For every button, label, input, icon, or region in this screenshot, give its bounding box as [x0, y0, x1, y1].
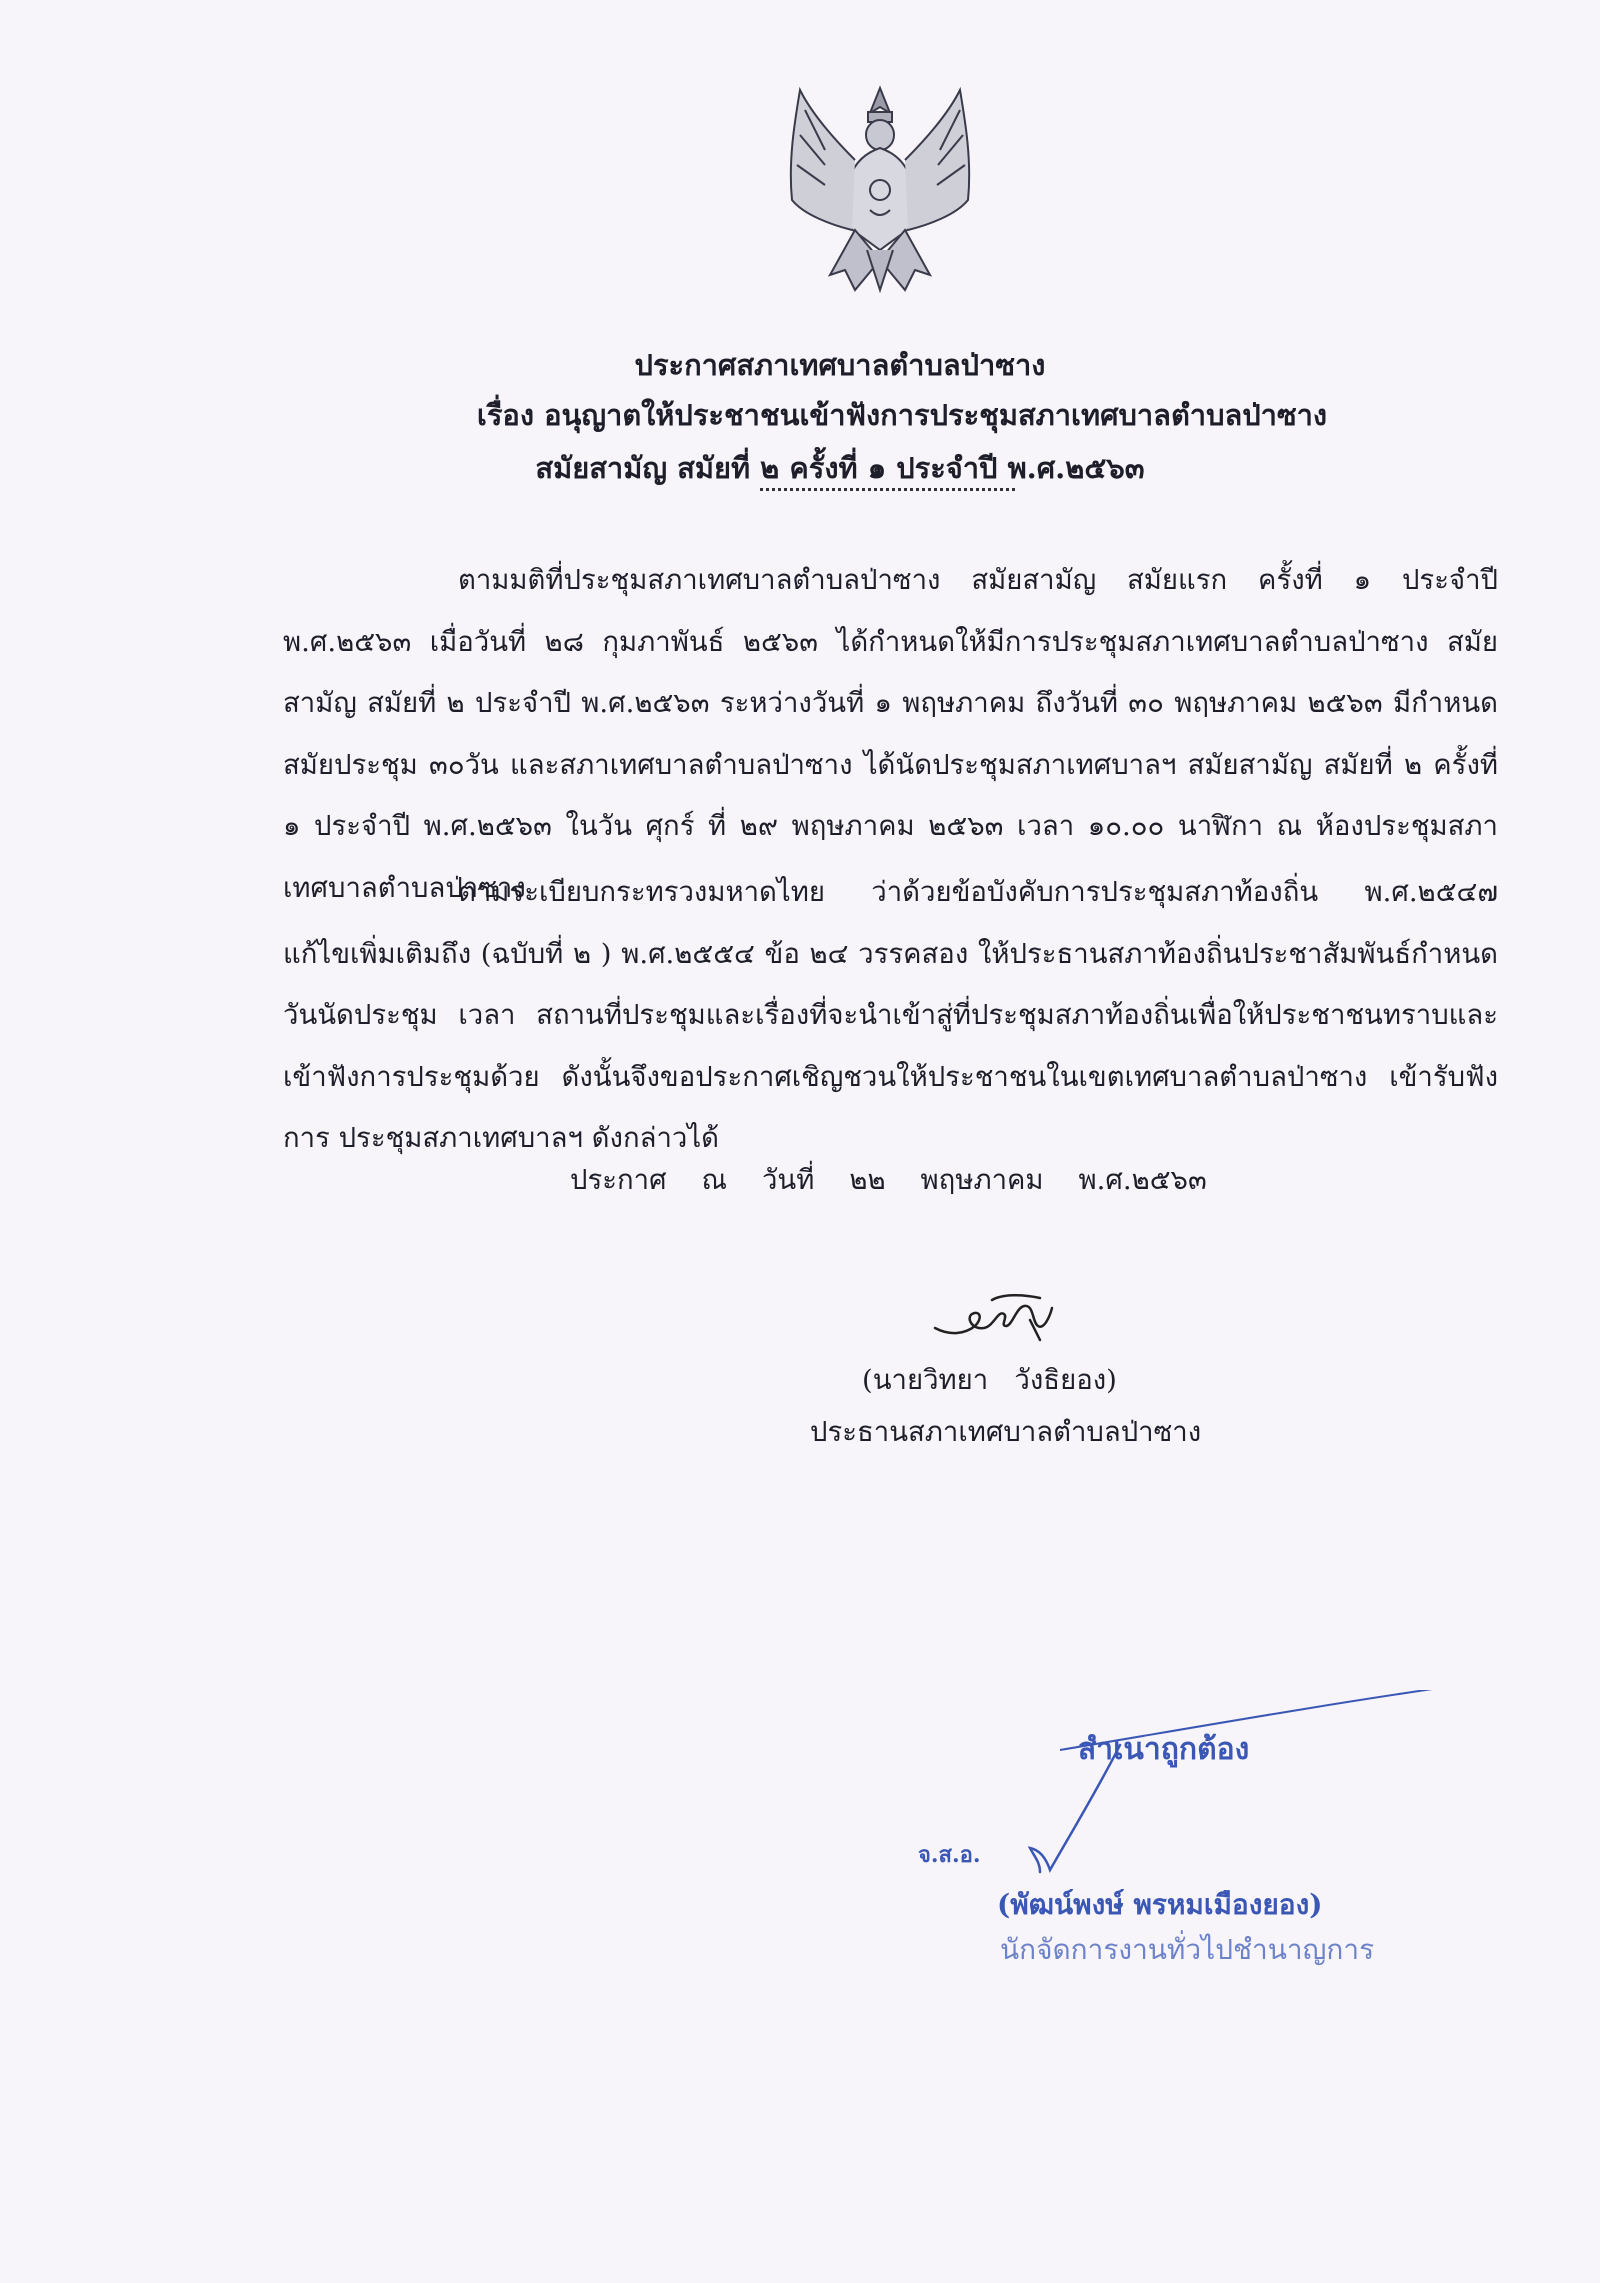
paragraph-text: ตามมติที่ประชุมสภาเทศบาลตำบลป่าซาง สมัยสามัญ สมัยแรก ครั้งที่ ๑ ประจำปี พ.ศ.๒๕๖๓ เมื่อวันที่ ๒๘ กุมภาพันธ์ ๒๕๖๓ ได้กำหนดให้มีการประชุมสภาเทศบาลตำบลป่าซาง สมัยสามัญ สมัยที่ ๒ ประจำปี พ.ศ.๒๕๖๓ ระหว่างวันที่ ๑ พฤษภาคม ถึงวันที่ ๓๐ พฤษภาคม ๒๕๖๓ มีกำหนดสมัยประชุม ๓๐วัน และสภาเทศบาลตำบลป่าซาง ได้นัดประชุมสภาเทศบาลฯ สมัยสามัญ สมัยที่ ๒ ครั้งที่ ๑ ประจำปี พ.ศ.๒๕๖๓ ในวัน ศุกร์ ที่ ๒๙ พฤษภาคม ๒๕๖๓ เวลา ๑๐.๐๐ นาฬิกา ณ ห้องประชุมสภาเทศบาลตำบลป่าซาง [283, 564, 1498, 904]
signature-icon [930, 1290, 1060, 1350]
garuda-emblem-icon [775, 80, 985, 305]
certified-copy-stamp: สำเนาถูกต้อง [1078, 1732, 1250, 1767]
stamp-certifier-position: นักจัดการงานทั่วไปชำนาญการ [1000, 1933, 1375, 1966]
paragraph-text: ตามระเบียบกระทรวงมหาดไทย ว่าด้วยข้อบังคับการประชุมสภาท้องถิ่น พ.ศ.๒๕๔๗ แก้ไขเพิ่มเติมถึง (ฉบับที่ ๒ ) พ.ศ.๒๕๕๔ ข้อ ๒๔ วรรคสอง ให้ประธานสภาท้องถิ่นประชาสัมพันธ์กำหนด วันนัดประชุม เวลา สถานที่ประชุมและเรื่องที่จะนำเข้าสู่ที่ประชุมสภาท้องถิ่นเพื่อให้ประชาชนทราบและ เข้าฟังการประชุมด้วย ดังนั้นจึงขอประกาศเชิญชวนให้ประชาชนในเขตเทศบาลตำบลป่าซาง เข้ารับฟังการ ประชุมสภาเทศบาลฯ ดังกล่าวได้ [283, 876, 1498, 1154]
stamp-signature-icon [1000, 1690, 1470, 1890]
signer-position: ประธานสภาเทศบาลตำบลป่าซาง [810, 1416, 1202, 1448]
stamp-rank-abbr: จ.ส.อ. [918, 1842, 981, 1868]
announcement-subject: เรื่อง อนุญาตให้ประชาชนเข้าฟังการประชุมสภาเทศบาลตำบลป่าซาง [476, 398, 1328, 432]
dotted-divider [760, 488, 1015, 491]
announcement-date: ประกาศ ณ วันที่ ๒๒ พฤษภาคม พ.ศ.๒๕๖๓ [570, 1164, 1207, 1196]
signer-name: (นายวิทยา วังธิยอง) [862, 1364, 1117, 1396]
stamp-certifier-name: (พัฒน์พงษ์ พรหมเมืองยอง) [997, 1888, 1323, 1921]
announcement-session: สมัยสามัญ สมัยที่ ๒ ครั้งที่ ๑ ประจำปี พ.ศ.๒๕๖๓ [535, 451, 1145, 485]
announcement-title: ประกาศสภาเทศบาลตำบลป่าซาง [634, 348, 1046, 382]
body-paragraph [283, 862, 1498, 1170]
